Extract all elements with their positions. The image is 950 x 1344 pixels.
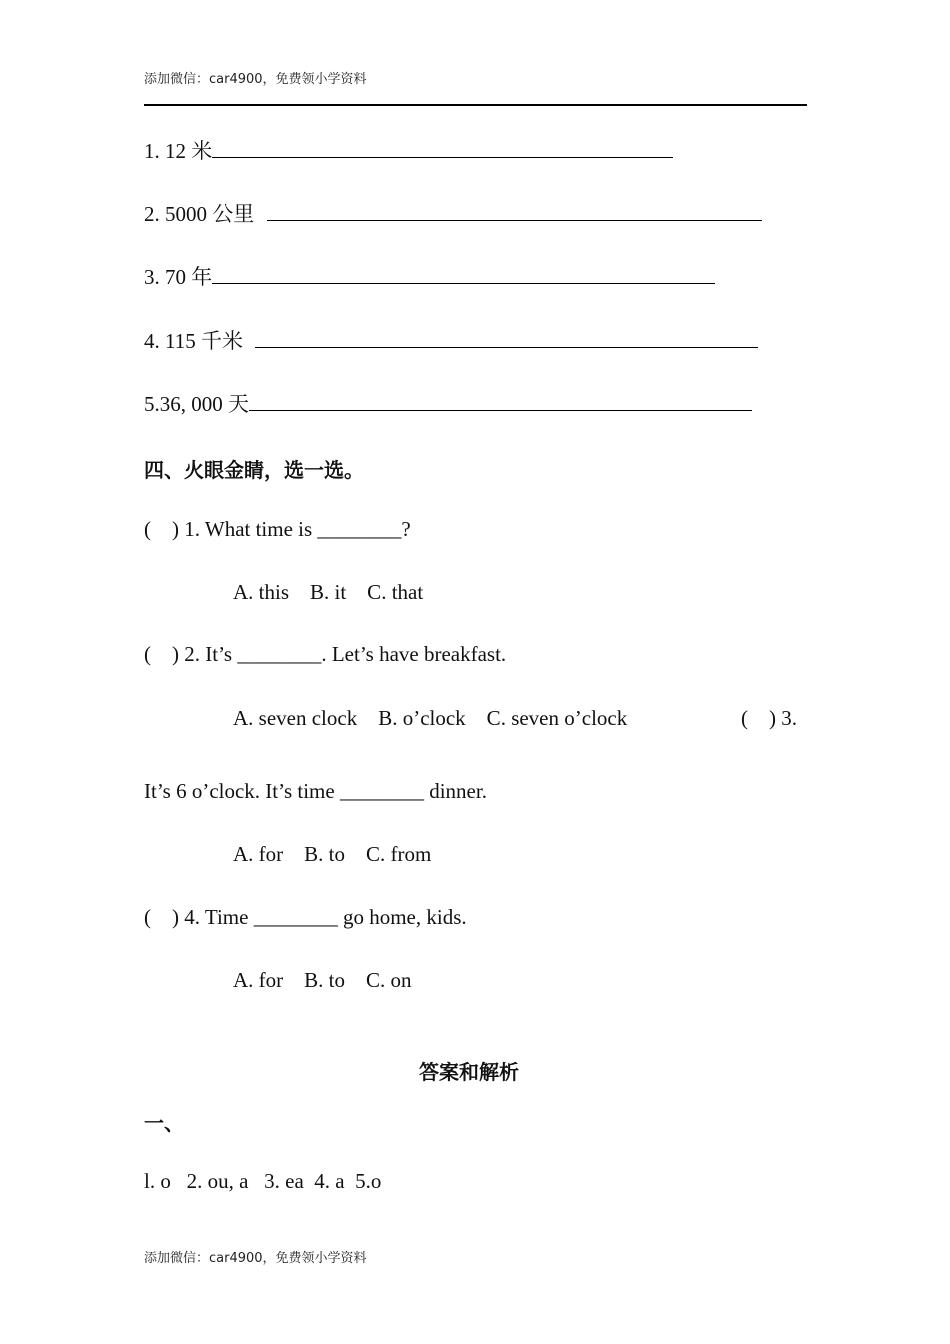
fill-item-label: 4. 115 千米	[144, 329, 243, 353]
answer-paren[interactable]: ( )	[144, 905, 179, 929]
section-title: 四、火眼金睛，选一选。	[144, 458, 364, 482]
question-3-start	[741, 705, 797, 731]
question-1	[144, 516, 411, 542]
fill-item-1	[144, 137, 673, 164]
question-text: 1. What time is ________?	[184, 517, 411, 541]
answer-paren[interactable]: ( )	[741, 706, 776, 730]
question-2	[144, 641, 506, 667]
question-2-options: A. seven clock B. o’clock C. seven o’clock	[233, 706, 628, 730]
fill-item-label: 3. 70 年	[144, 265, 213, 289]
fill-item-2	[144, 200, 762, 227]
answers-title: 答案和解析	[419, 1060, 519, 1084]
page-footer: 添加微信：car4900，免费领小学资料	[144, 1251, 367, 1266]
answer-blank[interactable]	[255, 327, 758, 348]
page-header: 添加微信：car4900，免费领小学资料	[144, 72, 367, 87]
answer-blank[interactable]	[212, 137, 673, 158]
answers-section-label: 一、	[144, 1111, 184, 1135]
answer-paren[interactable]: ( )	[144, 517, 179, 541]
question-3-text: It’s 6 o’clock. It’s time ________ dinner.	[144, 779, 487, 803]
answer-blank[interactable]	[212, 263, 715, 284]
answer-paren[interactable]: ( )	[144, 642, 179, 666]
answers-section-1: l. o 2. ou, a 3. ea 4. a 5.o	[144, 1169, 382, 1193]
question-1-options: A. this B. it C. that	[233, 580, 424, 604]
fill-item-4	[144, 327, 758, 354]
fill-item-5	[144, 390, 752, 417]
fill-item-label: 1. 12 米	[144, 139, 213, 163]
fill-item-3	[144, 263, 715, 290]
question-4-options: A. for B. to C. on	[233, 968, 412, 992]
question-number: 3.	[781, 706, 797, 730]
fill-item-label: 5.36, 000 天	[144, 392, 249, 416]
question-4	[144, 904, 467, 930]
answer-blank[interactable]	[249, 390, 752, 411]
fill-item-label: 2. 5000 公里	[144, 202, 255, 226]
answer-blank[interactable]	[267, 200, 762, 221]
question-3-options: A. for B. to C. from	[233, 842, 432, 866]
question-text: 4. Time ________ go home, kids.	[184, 905, 467, 929]
header-divider	[144, 104, 807, 106]
question-text: 2. It’s ________. Let’s have breakfast.	[184, 642, 507, 666]
